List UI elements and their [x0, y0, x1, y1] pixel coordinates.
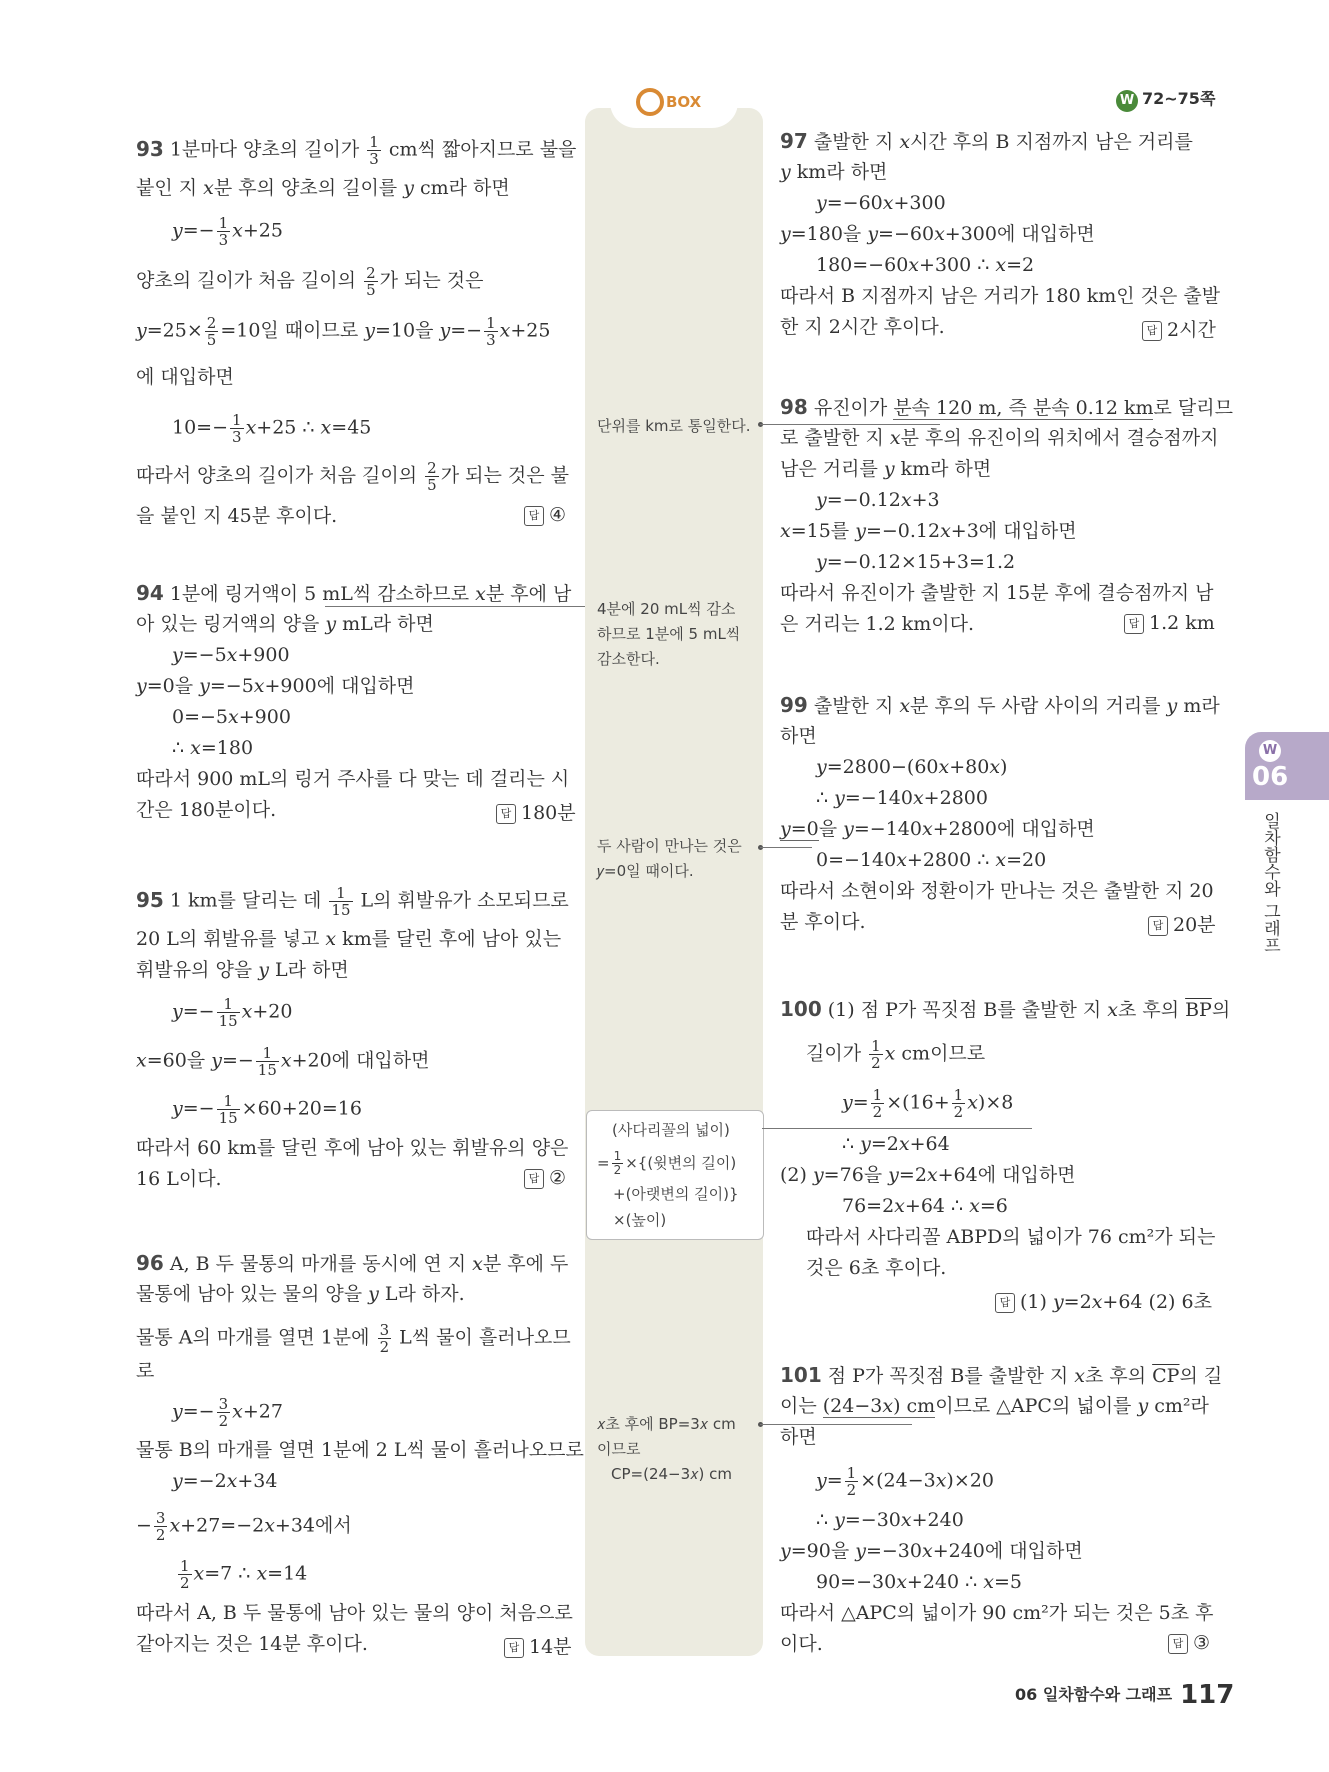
p100-line4: 따라서 사다리꼴 ABPD의 넓이가 76 cm²가 되는: [806, 1226, 1216, 1248]
w-badge-icon: W: [1116, 90, 1138, 112]
p97-line2: 𝑦 km라 하면: [780, 161, 888, 183]
p98-line2: 로 출발한 지 𝑥분 후의 유진이의 위치에서 결승점까지: [780, 427, 1219, 449]
p98-line6: 은 거리는 1.2 km이다.: [780, 613, 975, 635]
page-number: 117: [1180, 1680, 1235, 1710]
p96-eq3: − $\frac{3}{2}$ 𝑥+27=−2𝑥+34에서: [136, 1509, 352, 1544]
p98-eq2: 𝑦=−0.12×15+3=1.2: [816, 551, 1016, 573]
answer-badge-icon: 답: [1168, 1634, 1188, 1654]
q-logo-icon: [636, 88, 664, 116]
p96-line7: 같아지는 것은 14분 후이다.: [136, 1633, 368, 1655]
p93-line7: 을 붙인 지 45분 후이다.: [136, 505, 338, 527]
answer-badge-icon: 답: [995, 1293, 1015, 1313]
p96-line5: 물통 B의 마개를 열면 1분에 2 L씩 물이 흘러나오므로: [136, 1439, 584, 1461]
p98-line4: 𝑥=15를 𝑦=−0.12𝑥+3에 대입하면: [780, 520, 1077, 542]
answer-badge-icon: 답: [1124, 614, 1144, 634]
note-98: 단위를 km로 통일한다.: [597, 417, 751, 435]
p101-eq1: 𝑦= $\frac{1}{2}$ ×(24−3𝑥)×20: [816, 1464, 994, 1499]
answer-badge-icon: 답: [504, 1638, 524, 1658]
p93-eq2: 10=− $\frac{1}{3}$ 𝑥+25 ∴ 𝑥=45: [172, 411, 372, 446]
p95-line5: 따라서 60 km를 달린 후에 남아 있는 휘발유의 양은: [136, 1137, 569, 1159]
p98-eq1: 𝑦=−0.12𝑥+3: [816, 489, 940, 511]
p93-line2: 붙인 지 𝑥분 후의 양초의 길이를 𝑦 cm라 하면: [136, 177, 510, 199]
answer-badge-icon: 답: [496, 804, 516, 824]
note-94-line2: 하므로 1분에 5 mL씩: [597, 625, 741, 643]
p100-line2: 길이가 $\frac{1}{2}$ 𝑥 cm이므로: [806, 1037, 986, 1072]
p93-line4: 𝑦=25× $\frac{2}{5}$ =10일 때이므로 𝑦=10을 𝑦=− $\frac{1}{3}$ 𝑥+25: [136, 314, 551, 349]
p94-eq3: ∴ 𝑥=180: [172, 737, 254, 759]
p96-line3: 물통 A의 마개를 열면 1분에 $\frac{3}{2}$ L씩 물이 흘러나오므: [136, 1321, 571, 1356]
p99-answer: 답 20분: [1148, 910, 1216, 937]
note-99-line2: 𝑦=0일 때이다.: [597, 862, 694, 880]
page-footer: 06 일차함수와 그래프 117: [1015, 1680, 1235, 1710]
p95-line6: 16 L이다.: [136, 1168, 222, 1190]
tab-w-icon: W: [1259, 740, 1281, 762]
p96-line2: 물통에 남아 있는 물의 양을 𝑦 L라 하자.: [136, 1283, 465, 1305]
p100-answer: 답 (1) 𝑦=2𝑥+64 (2) 6초: [995, 1287, 1212, 1314]
page-range-header: W 72~75쪽: [1116, 86, 1215, 112]
p93-answer: 답 ④: [524, 504, 566, 526]
answer-badge-icon: 답: [1142, 321, 1162, 341]
connector-100: [762, 1128, 1032, 1129]
answer-badge-icon: 답: [1148, 916, 1168, 936]
p96-line1: 96 A, B 두 물통의 마개를 동시에 연 지 𝑥분 후에 두: [136, 1251, 569, 1275]
p97-eq1: 𝑦=−60𝑥+300: [816, 192, 946, 214]
p101-line6: 이다.: [780, 1633, 823, 1655]
p93-line3: 양초의 길이가 처음 길이의 $\frac{2}{5}$ 가 되는 것은: [136, 264, 484, 299]
p96-eq1: 𝑦=− $\frac{3}{2}$ 𝑥+27: [172, 1395, 283, 1430]
note-94-line3: 감소한다.: [597, 650, 660, 668]
p94-line1: 94 1분에 링거액이 5 mL씩 감소하므로 𝑥분 후에 남: [136, 581, 572, 605]
connector-99: [760, 847, 812, 848]
p98-line5: 따라서 유진이가 출발한 지 15분 후에 결승점까지 남: [780, 582, 1214, 604]
p98-answer: 답 1.2 km: [1124, 612, 1215, 634]
p101-answer: 답 ③: [1168, 1632, 1210, 1654]
p94-eq1: 𝑦=−5𝑥+900: [172, 644, 290, 666]
p95-line1: 95 1 km를 달리는 데 $\frac{1}{15}$ L의 휘발유가 소모되므로: [136, 884, 569, 919]
connector-98: [760, 424, 940, 425]
p97-line3: 𝑦=180을 𝑦=−60𝑥+300에 대입하면: [780, 223, 1095, 245]
p99-line5: 분 후이다.: [780, 911, 866, 933]
p99-line1: 99 출발한 지 𝑥분 후의 두 사람 사이의 거리를 𝑦 m라: [780, 693, 1220, 717]
note-101-line3: CP=(24−3𝑥) cm: [611, 1465, 732, 1483]
p94-eq2: 0=−5𝑥+900: [172, 706, 291, 728]
p99-eq1: 𝑦=2800−(60𝑥+80𝑥): [816, 756, 1008, 778]
answer-badge-icon: 답: [524, 1169, 544, 1189]
p99-eq3: 0=−140𝑥+2800 ∴ 𝑥=20: [816, 849, 1047, 871]
p93-line5: 에 대입하면: [136, 366, 234, 388]
p93-eq1: 𝑦=− $\frac{1}{3}$ 𝑥+25: [172, 214, 283, 249]
p101-line2: 이는 (24−3𝑥) cm이므로 △APC의 넓이를 𝑦 cm²라: [780, 1395, 1209, 1417]
p97-line4: 따라서 B 지점까지 남은 거리가 180 km인 것은 출발: [780, 285, 1221, 307]
note-99-line1: 두 사람이 만나는 것은: [597, 837, 742, 855]
note-101-line1: 𝑥초 후에 BP=3𝑥 cm: [597, 1415, 736, 1433]
p101-line3: 하면: [780, 1426, 817, 1448]
p100-eq3: 76=2𝑥+64 ∴ 𝑥=6: [842, 1195, 1008, 1217]
connector-94: [325, 606, 585, 607]
p94-line4: 따라서 900 mL의 링거 주사를 다 맞는 데 걸리는 시: [136, 768, 570, 790]
p101-line4: 𝑦=90을 𝑦=−30𝑥+240에 대입하면: [780, 1540, 1083, 1562]
p99-eq2: ∴ 𝑦=−140𝑥+2800: [816, 787, 988, 809]
p95-line2: 20 L의 휘발유를 넣고 𝑥 km를 달린 후에 남아 있는: [136, 928, 562, 950]
answer-badge-icon: 답: [524, 506, 544, 526]
note-94-line1: 4분에 20 mL씩 감소: [597, 600, 736, 618]
p94-answer: 답 180분: [496, 798, 576, 825]
p97-line5: 한 지 2시간 후이다.: [780, 316, 945, 338]
p96-line4: 로: [136, 1360, 155, 1382]
p93-line1: 93 1분마다 양초의 길이가 $\frac{1}{3}$ cm씩 짧아지므로 불을: [136, 133, 577, 168]
p101-line5: 따라서 △APC의 넓이가 90 cm²가 되는 것은 5초 후: [780, 1602, 1214, 1624]
note-101-line2: 이므로: [597, 1440, 641, 1458]
p96-eq4: $\frac{1}{2}$ 𝑥=7 ∴ 𝑥=14: [180, 1557, 308, 1592]
p101-eq2: ∴ 𝑦=−30𝑥+240: [816, 1509, 964, 1531]
p97-line1: 97 출발한 지 𝑥시간 후의 B 지점까지 남은 거리를: [780, 129, 1193, 153]
p100-eq2: ∴ 𝑦=2𝑥+64: [842, 1133, 950, 1155]
tab-chapter-title: 일차함수와 그래프: [1260, 812, 1280, 954]
p99-line2: 하면: [780, 725, 817, 747]
p95-line3: 휘발유의 양을 𝑦 L라 하면: [136, 959, 349, 981]
p94-line5: 간은 180분이다.: [136, 799, 277, 821]
p99-line3: 𝑦=0을 𝑦=−140𝑥+2800에 대입하면: [780, 818, 1095, 840]
p97-answer: 답 2시간: [1142, 315, 1216, 342]
note-100-line1: (사다리꼴의 넓이): [612, 1121, 730, 1139]
p96-eq2: 𝑦=−2𝑥+34: [172, 1470, 278, 1492]
note-100-line2: = $\frac{1}{2}$ ×{(윗변의 길이): [597, 1149, 737, 1177]
p96-line6: 따라서 A, B 두 물통에 남아 있는 물의 양이 처음으로: [136, 1602, 573, 1624]
note-100-line3: +(아랫변의 길이)}: [613, 1185, 739, 1203]
tab-chapter-number: 06: [1252, 762, 1289, 792]
note-100-line4: ×(높이): [613, 1211, 667, 1229]
p95-line4: 𝑥=60을 𝑦=− $\frac{1}{15}$ 𝑥+20에 대입하면: [136, 1044, 430, 1079]
p96-answer: 답 14분: [504, 1632, 572, 1659]
p95-eq2: 𝑦=− $\frac{1}{15}$ ×60+20=16: [172, 1092, 362, 1127]
p97-eq2: 180=−60𝑥+300 ∴ 𝑥=2: [816, 254, 1035, 276]
p101-eq3: 90=−30𝑥+240 ∴ 𝑥=5: [816, 1571, 1022, 1593]
p94-line2: 아 있는 링거액의 양을 𝑦 mL라 하면: [136, 613, 434, 635]
p98-line1: 98 유진이가 분속 120 m, 즉 분속 0.12 km로 달리므: [780, 395, 1233, 419]
p94-line3: 𝑦=0을 𝑦=−5𝑥+900에 대입하면: [136, 675, 415, 697]
p95-answer: 답 ②: [524, 1167, 566, 1189]
p98-line3: 남은 거리를 𝑦 km라 하면: [780, 458, 992, 480]
p100-eq1: 𝑦= $\frac{1}{2}$ ×(16+ $\frac{1}{2}$ 𝑥)×8: [842, 1086, 1014, 1121]
p100-line5: 것은 6초 후이다.: [806, 1257, 947, 1279]
p100-line3: (2) 𝑦=76을 𝑦=2𝑥+64에 대입하면: [780, 1164, 1076, 1186]
p101-line1: 101 점 P가 꼭짓점 B를 출발한 지 𝑥초 후의 $\overline{CP}$의 길: [780, 1363, 1223, 1387]
qbox-logo: BOX: [636, 88, 701, 116]
p99-line4: 따라서 소현이와 정환이가 만나는 것은 출발한 지 20: [780, 880, 1214, 902]
p100-line1: 100 (1) 점 P가 꼭짓점 B를 출발한 지 𝑥초 후의 $\overline{BP}$의: [780, 997, 1231, 1021]
p93-line6: 따라서 양초의 길이가 처음 길이의 $\frac{2}{5}$ 가 되는 것은 불: [136, 459, 569, 494]
p95-eq1: 𝑦=− $\frac{1}{15}$ 𝑥+20: [172, 995, 293, 1030]
